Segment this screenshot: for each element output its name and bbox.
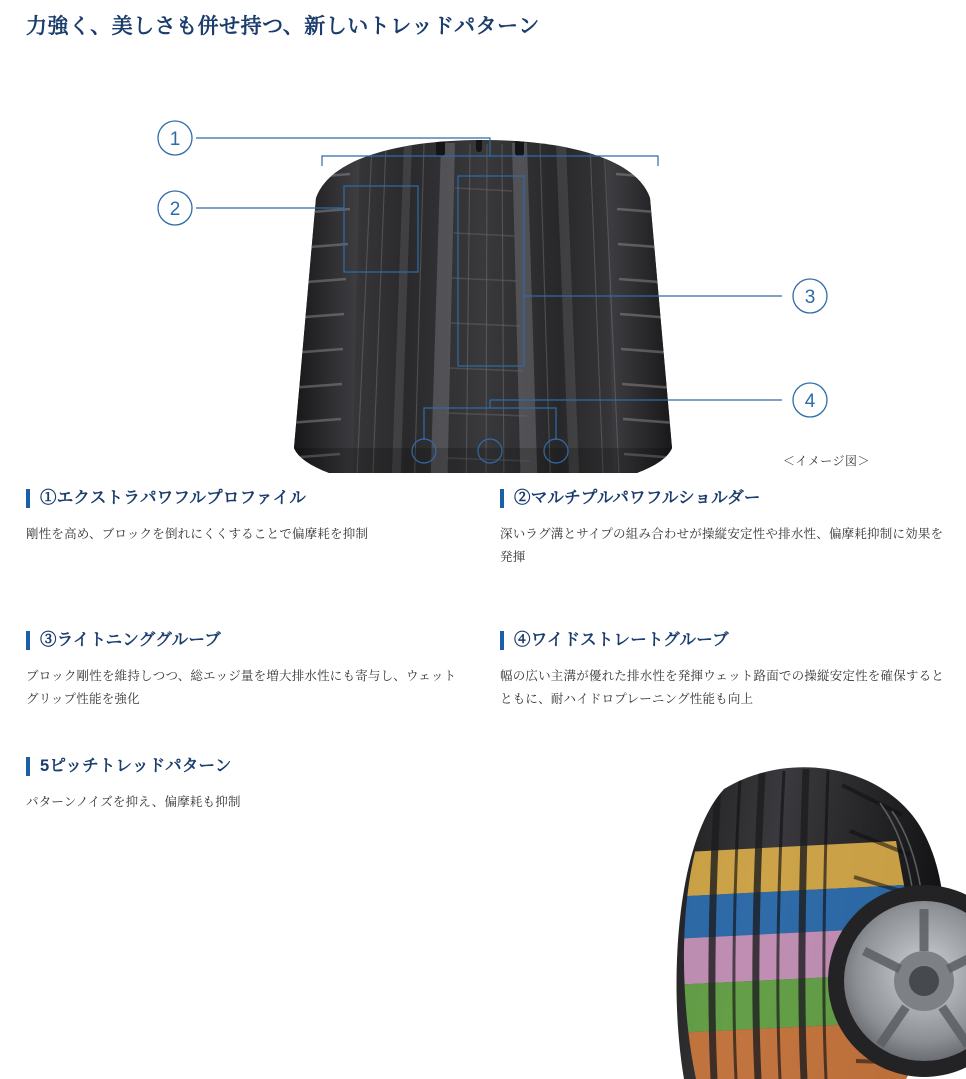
- feature-4-body: 幅の広い主溝が優れた排水性を発揮ウェット路面での操縦安定性を確保するとともに、耐ハイドロプレーニング性能も向上: [500, 669, 945, 707]
- tire-diagram-svg: [0, 48, 966, 473]
- feature-3-heading: ③ライトニンググルーブ: [26, 628, 466, 652]
- svg-text:3: 3: [804, 287, 816, 308]
- feature-1-body: 剛性を高め、ブロックを倒れにくくすることで偏摩耗を抑制: [26, 527, 369, 541]
- feature-3-body: ブロック剛性を維持しつつ、総エッジ量を増大排水性にも寄与し、ウェットグリップ性能を強化: [26, 669, 457, 707]
- feature-2: [500, 486, 948, 569]
- feature-4-heading: ④ワイドストレートグルーブ: [500, 628, 948, 652]
- feature-1: [26, 486, 466, 546]
- pitch-tread-photo: [666, 745, 966, 1079]
- page-title: 力強く、美しさも併せ持つ、新しいトレッドパターン: [26, 15, 540, 38]
- pitch-tread-photo-svg: [666, 745, 966, 1079]
- tire-diagram: [0, 48, 966, 473]
- svg-text:4: 4: [804, 391, 816, 412]
- feature-4: [500, 628, 948, 711]
- feature-2-body: 深いラグ溝とサイプの組み合わせが操縦安定性や排水性、偏摩耗抑制に効果を発揮: [500, 527, 944, 565]
- feature-5-heading: 5ピッチトレッドパターン: [26, 754, 466, 778]
- svg-text:2: 2: [169, 199, 181, 220]
- svg-text:1: 1: [169, 129, 181, 150]
- feature-1-heading: ①エクストラパワフルプロファイル: [26, 486, 466, 510]
- feature-2-heading: ②マルチプルパワフルショルダー: [500, 486, 948, 510]
- feature-3: [26, 628, 466, 711]
- feature-5: [26, 754, 466, 814]
- image-caption: ＜イメージ図＞: [782, 454, 870, 468]
- feature-5-body: パターンノイズを抑え、偏摩耗も抑制: [26, 795, 241, 809]
